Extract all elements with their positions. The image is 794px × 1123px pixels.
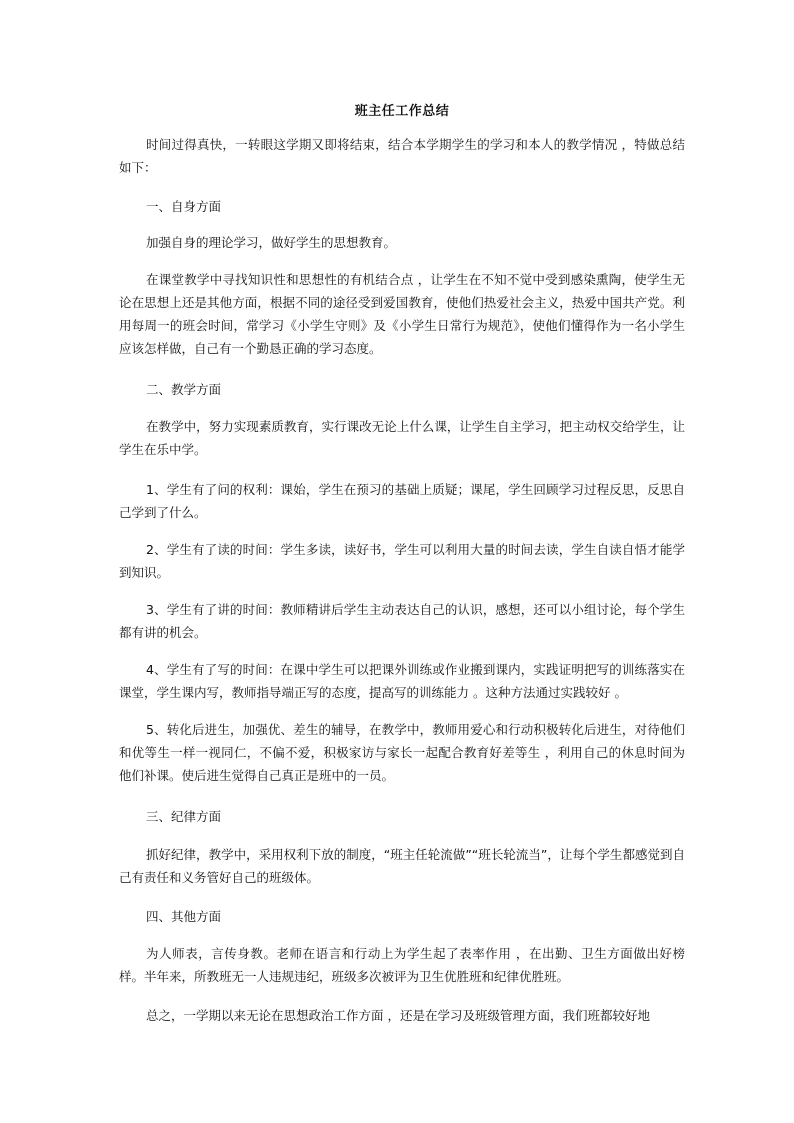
intro-paragraph: 时间过得真快，一转眼这学期又即将结束，结合本学期学生的学习和本人的教学情况 ，特做总结如下：	[119, 137, 685, 175]
paragraph-classroom-teaching: 在课堂教学中寻找知识性和思想性的有机结合点 ，让学生在不知不觉中受到感染熏陶，使学生无论在思想上还是其他方面，根据不同的途径受到爱国教育，使他们热爱社会主义，热爱中国共产党。利用每周一的班会时间，常学习《小学生守则》及《小学生日常行为规范》，使他们懂得作为一名小学生应该怎样做，自己有一个勤恳正确的学习态度。	[119, 272, 685, 356]
section-heading-discipline: 三、纪律方面	[146, 809, 222, 824]
paragraph-summary: 总之，一学期以来无论在思想政治工作方面 ，还是在学习及班级管理方面，我们班都较好地	[146, 1008, 650, 1023]
paragraph-item-3: 3、学生有了讲的时间：教师精讲后学生主动表达自己的认识，感想，还可以小组讨论，每个学生都有讲的机会。	[119, 602, 685, 640]
section-heading-teaching: 二、教学方面	[146, 382, 222, 397]
paragraph-item-2: 2、学生有了读的时间：学生多读，读好书，学生可以利用大量的时间去读，学生自读自悟才能学到知识。	[119, 542, 685, 580]
paragraph-discipline: 抓好纪律，教学中，采用权利下放的制度，“班主任轮流做”“班长轮流当”，让每个学生都感觉到自己有责任和义务管好自己的班级体。	[119, 847, 685, 885]
paragraph-role-model: 为人师表，言传身教。老师在语言和行动上为学生起了表率作用 ，在出勤、卫生方面做出好榜样。半年来，所教班无一人违规违纪，班级多次被评为卫生优胜班和纪律优胜班。	[119, 946, 685, 984]
paragraph-item-1: 1、学生有了问的权利：课始，学生在预习的基础上质疑；课尾，学生回顾学习过程反思，反思自己学到了什么。	[119, 482, 685, 520]
paragraph-item-5: 5、转化后进生，加强优、差生的辅导，在教学中，教师用爱心和行动积极转化后进生，对待他们和优等生一样一视同仁，不偏不爱，积极家访与家长一起配合教育好差等生 ，利用自己的休息时间为他们补课。使后进生觉得自己真正是班中的一员。	[119, 722, 685, 783]
section-heading-self: 一、自身方面	[146, 199, 222, 214]
paragraph-quality-education: 在教学中，努力实现素质教育，实行课改无论上什么课，让学生自主学习，把主动权交给学生，让学生在乐中学。	[119, 419, 685, 457]
paragraph-item-4: 4、学生有了写的时间：在课中学生可以把课外训练或作业搬到课内，实践证明把写的训练落实在课堂，学生课内写，教师指导端正写的态度，提高写的训练能力 。这种方法通过实践较好 。	[119, 662, 685, 700]
paragraph-theory-study: 加强自身的理论学习，做好学生的思想教育。	[146, 235, 397, 250]
document-title: 班主任工作总结	[354, 104, 450, 119]
section-heading-other: 四、其他方面	[146, 909, 222, 924]
